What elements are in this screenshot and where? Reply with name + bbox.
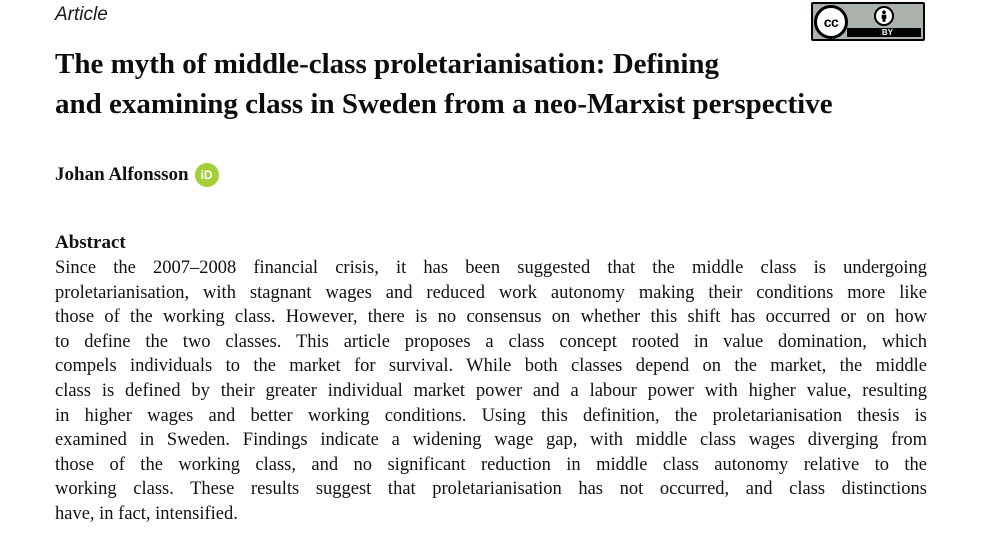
- abstract-line: working class. These results suggest that proletarianisation has not occurred, and class distinctions: [55, 479, 927, 500]
- article-title: [55, 44, 955, 124]
- abstract-line: have, in fact, intensified.: [55, 503, 238, 524]
- abstract-line: those of the working class. However, there is no consensus on whether this shift has occurred or on how: [55, 307, 927, 328]
- creative-commons-icon: [814, 5, 848, 39]
- abstract-line: those of the working class, and no significant reduction in middle class autonomy relative to the: [55, 454, 927, 475]
- article-type-label: Article: [55, 4, 108, 25]
- abstract-line: compels individuals to the market for survival. While both classes depend on the market, the middle: [55, 356, 927, 377]
- abstract-line: class is defined by their greater individual market power and a labour power with higher value, resulting: [55, 380, 927, 401]
- cc-by-license-badge[interactable]: [811, 2, 925, 41]
- cc-text: cc: [823, 14, 839, 30]
- abstract-heading: Abstract: [55, 232, 126, 253]
- by-text: BY: [881, 28, 893, 37]
- abstract-line: to define the two classes. This article proposes a class concept rooted in value domination, which: [55, 331, 927, 352]
- abstract-body: [55, 256, 927, 527]
- abstract-line: Since the 2007–2008 financial crisis, it has been suggested that the middle class is undergoing: [55, 258, 927, 278]
- orcid-text: iD: [200, 168, 213, 182]
- orcid-icon[interactable]: [195, 163, 219, 187]
- author-name[interactable]: Johan Alfonsson: [55, 164, 189, 185]
- abstract-line: examined in Sweden. Findings indicate a widening wage gap, with middle class wages diverging from: [55, 430, 927, 451]
- author-row: [55, 163, 219, 187]
- title-line: The myth of middle-class proletarianisation: Defining: [55, 48, 720, 80]
- title-line: and examining class in Sweden from a neo-Marxist perspective: [55, 88, 833, 120]
- abstract-line: in higher wages and better working conditions. Using this definition, the proletarianisation thesis is: [55, 405, 927, 426]
- attribution-person-icon: [874, 6, 894, 26]
- abstract-line: proletarianisation, with stagnant wages and reduced work autonomy making their conditions more like: [55, 282, 927, 303]
